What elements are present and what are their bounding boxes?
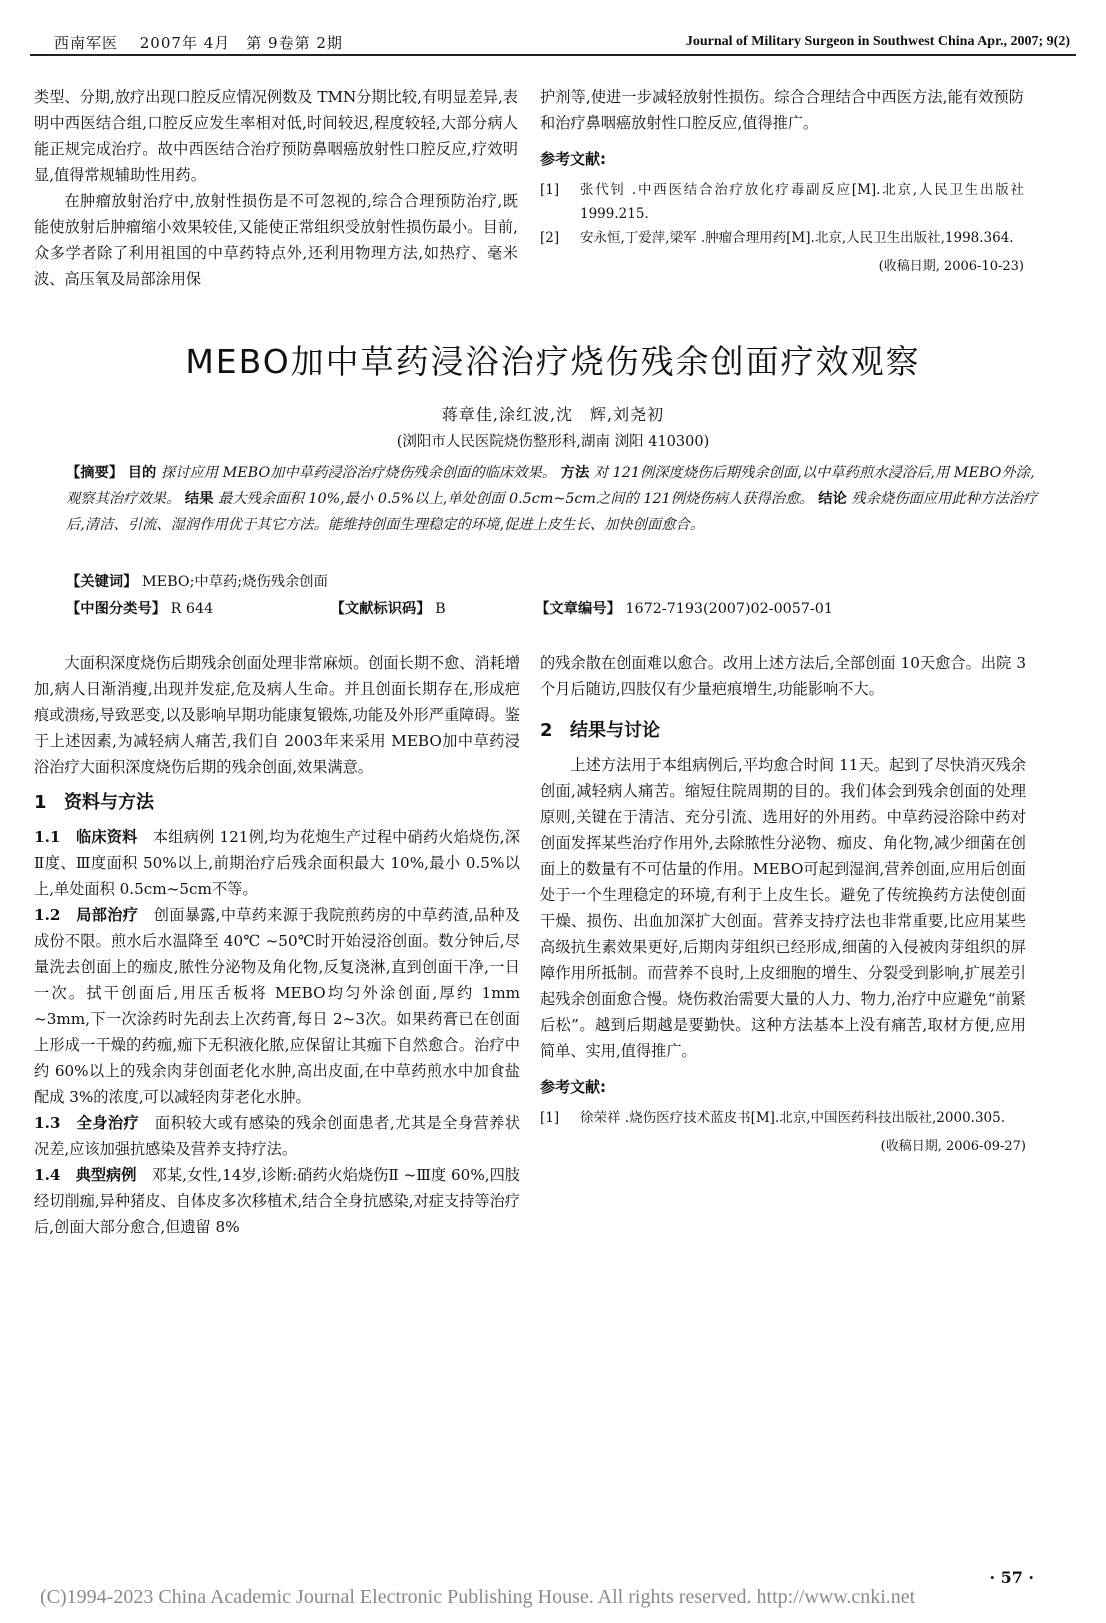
subsection-1-3 [34,1110,520,1162]
subsection-label: 1.4 典型病例 [34,1166,137,1184]
article-authors: 蒋章佳,涂红波,沈 辉,刘尧初 [441,405,665,424]
subsection-label: 1.2 局部治疗 [34,906,139,924]
case-continuation: 的残余散在创面难以愈合。改用上述方法后,全部创面 10天愈合。出院 3个月后随访,四肢仅有少量疤痕增生,功能影响不大。 [540,654,1026,698]
results-paragraph: 上述方法用于本组病例后,平均愈合时间 11天。起到了尽快消灭残余创面,减轻病人痛苦。缩短住院周期的目的。我们体会到残余创面的处理原则,关键在于清洁、充分引流、选用好的外用药。中草药浸浴除中药对创面发挥某些治疗作用外,去除脓性分泌物、痂皮、角化物,减少细菌在创面上的数量有不可估量的作用。MEBO可起到湿润,营养创面,应用后创面处于一个生理稳定的环境,有利于上皮生长。避免了传统换药方法使创面干燥、损伤、出血加深扩大创面。营养支持疗法也非常重要,比应用某些高级抗生素效果更好,后期肉芽组织已经形成,细菌的入侵被肉芽组织的屏障作用所抵制。而营养不良时,上皮细胞的增生、分裂受到影响,扩展差引起残余创面愈合慢。烧伤救治需要大量的人力、物力,治疗中应避免“前紧后松”。越到后期越是要勤快。这种方法基本上没有痛苦,取材方便,应用简单、实用,值得推广。 [540,756,1026,1060]
prev-paragraph: 类型、分期,放疗出现口腔反应情况例数及 TMN分期比较,有明显差异,表明中西医结合组,口腔反应发生率相对低,时间较迟,程度较轻,大部分病人能正规完成治疗。故中西医结合治疗预防鼻咽癌放射性口腔反应,疗效明显,值得常规辅助性用药。 [34,88,518,184]
clc-label: 【中图分类号】 [66,601,167,617]
subsection-1-4 [34,1162,520,1240]
received-date: (收稿日期, 2006-09-27) [880,1139,1026,1154]
ref-number: [2] [540,230,560,246]
doc-code-label: 【文献标识码】 [330,601,431,617]
abstract-label: 【摘要】 [66,465,124,481]
subsection-1-1 [34,824,520,902]
prev-reference-item [540,226,1024,250]
keywords-label: 【关键词】 [66,574,138,590]
classification-line [66,597,1066,621]
section-heading [34,790,520,816]
copyright-footer: (C)1994-2023 China Academic Journal Electronic Publishing House. All rights reserved. http://www.cnki.net [40,1586,916,1608]
section-title: 资料与方法 [64,792,154,813]
prev-paragraph: 在肿瘤放射治疗中,放射性损伤是不可忽视的,综合合理预防治疗,既能使放射后肿瘤缩小效果较佳,又能使正常组织受放射性损伤最小。目前,众多学者除了利用祖国的中草药特点外,还利用物理方法,如热疗、毫米波、高压氧及局部涂用保 [34,192,518,288]
prev-references-heading: 参考文献: [540,150,606,168]
section-title: 结果与讨论 [570,720,660,741]
ref-number: [1] [540,1110,560,1126]
section-number: 1 [34,792,47,813]
prev-paragraph: 护剂等,使进一步减轻放射性损伤。综合合理结合中西医方法,能有效预防和治疗鼻咽癌放射性口腔反应,值得推广。 [540,88,1024,132]
running-header [30,28,1076,56]
result-text: 最大残余面积 10%,最小 0.5%以上,单处创面 0.5cm~5cm之间的 121例烧伤病人获得治愈。 [218,491,814,507]
header-journal-cn: 西南军医 2007年 4月 第 9卷第 2期 [54,34,343,52]
subsection-label: 1.3 全身治疗 [34,1114,140,1132]
references-heading: 参考文献: [540,1078,606,1096]
prev-article-right-column [540,84,1024,280]
subsection-label: 1.1 临床资料 [34,828,138,846]
section-number: 2 [540,720,553,741]
body-right-column [540,650,1026,1160]
result-label: 结果 [184,491,214,507]
keywords-text: MEBO;中草药;烧伤残余创面 [142,574,328,590]
ref-number: [1] [540,182,560,198]
method-label: 方法 [560,465,590,481]
ref-text: 徐荣祥 .烧伤医疗技术蓝皮书[M].北京,中国医药科技出版社,2000.305. [580,1110,1006,1126]
abstract [66,460,1046,538]
objective-label: 目的 [127,465,157,481]
ref-text: 安永恒,丁爱萍,梁军 .肿瘤合理用药[M].北京,人民卫生出版社,1998.364. [580,230,1014,246]
article-no-label: 【文章编号】 [535,601,621,617]
intro-paragraph: 大面积深度烧伤后期残余创面处理非常麻烦。创面长期不愈、消耗增加,病人日渐消瘦,出现并发症,危及病人生命。并且创面长期存在,形成疤痕或溃疡,导致恶变,以及影响早期功能康复锻炼,功能及外形严重障碍。鉴于上述因素,为减轻病人痛苦,我们自 2003年来采用 MEBO加中草药浸浴治疗大面积深度烧伤后期的残余创面,效果满意。 [34,654,521,776]
section-heading [540,718,1026,744]
body-left-column [34,650,520,1240]
page-number: · 57 · [989,1568,1034,1587]
subsection-1-2 [34,902,520,1110]
subsection-text: 创面暴露,中草药来源于我院煎药房的中草药渣,品种及成份不限。煎水后水温降至 40℃ ~50℃时开始浸浴创面。数分钟后,尽量洗去创面上的痂皮,脓性分泌物及角化物,反复浇淋,直到创面干净,一日一次。拭干创面后,用压舌板将 MEBO均匀外涂创面,厚约 1mm ~3mm,下一次涂药时先刮去上次药膏,每日 2~3次。如果药膏已在创面上形成一干燥的药痂,痂下无积液化脓,应保留让其痂下自然愈合。治疗中约 60%以上的残余肉芽创面老化水肿,高出皮面,在中草药煎水中加食盐配成 3%的浓度,可以减轻肉芽老化水肿。 [34,906,521,1106]
method-text: 对 121例深度烧伤后期残余创面,以中草药煎水浸浴后,用 MEBO外涂,观察其治疗效果。 [66,465,1035,507]
header-journal-en: Journal of Military Surgeon in Southwest China Apr., 2007; 9(2) [685,34,1070,49]
article-no-value: 1672-7193(2007)02-0057-01 [625,601,833,617]
clc-value: R 644 [170,601,214,617]
article-affiliation: (浏阳市人民医院烧伤整形科,湖南 浏阳 410300) [396,434,710,450]
conclusion-label: 结论 [818,491,847,507]
conclusion-text: 残余烧伤面应用此种方法治疗后,清洁、引流、湿润作用优于其它方法。能维持创面生理稳定的环境,促进上皮生长、加快创面愈合。 [66,491,1038,533]
prev-reference-item [540,178,1024,226]
subsection-text: 邓某,女性,14岁,诊断:硝药火焰烧伤Ⅱ ~Ⅲ度 60%,四肢经切削痂,异种猪皮、自体皮多次移植术,结合全身抗感染,对症支持等治疗后,创面大部分愈合,但遗留 8% [34,1166,520,1236]
subsection-text: 本组病例 121例,均为花炮生产过程中硝药火焰烧伤,深Ⅱ度、Ⅲ度面积 50%以上,前期治疗后残余面积最大 10%,最小 0.5%以上,单处面积 0.5cm~5cm不等。 [34,828,520,898]
prev-received-date: (收稿日期, 2006-10-23) [878,259,1024,274]
prev-article-left-column [34,84,518,292]
objective-text: 探讨应用 MEBO加中草药浸浴治疗烧伤残余创面的临床效果。 [160,465,557,481]
keywords-line [66,570,1066,594]
ref-text: 张代钊 .中西医结合治疗放化疗毒副反应[M].北京,人民卫生出版社 1999.215. [580,182,1024,222]
doc-code-value: B [435,601,446,617]
subsection-text: 面积较大或有感染的残余创面患者,尤其是全身营养状况差,应该加强抗感染及营养支持疗法。 [34,1114,521,1158]
reference-item [540,1106,1026,1130]
article-title: MEBO加中草药浸浴治疗烧伤残余创面疗效观察 [185,342,921,381]
